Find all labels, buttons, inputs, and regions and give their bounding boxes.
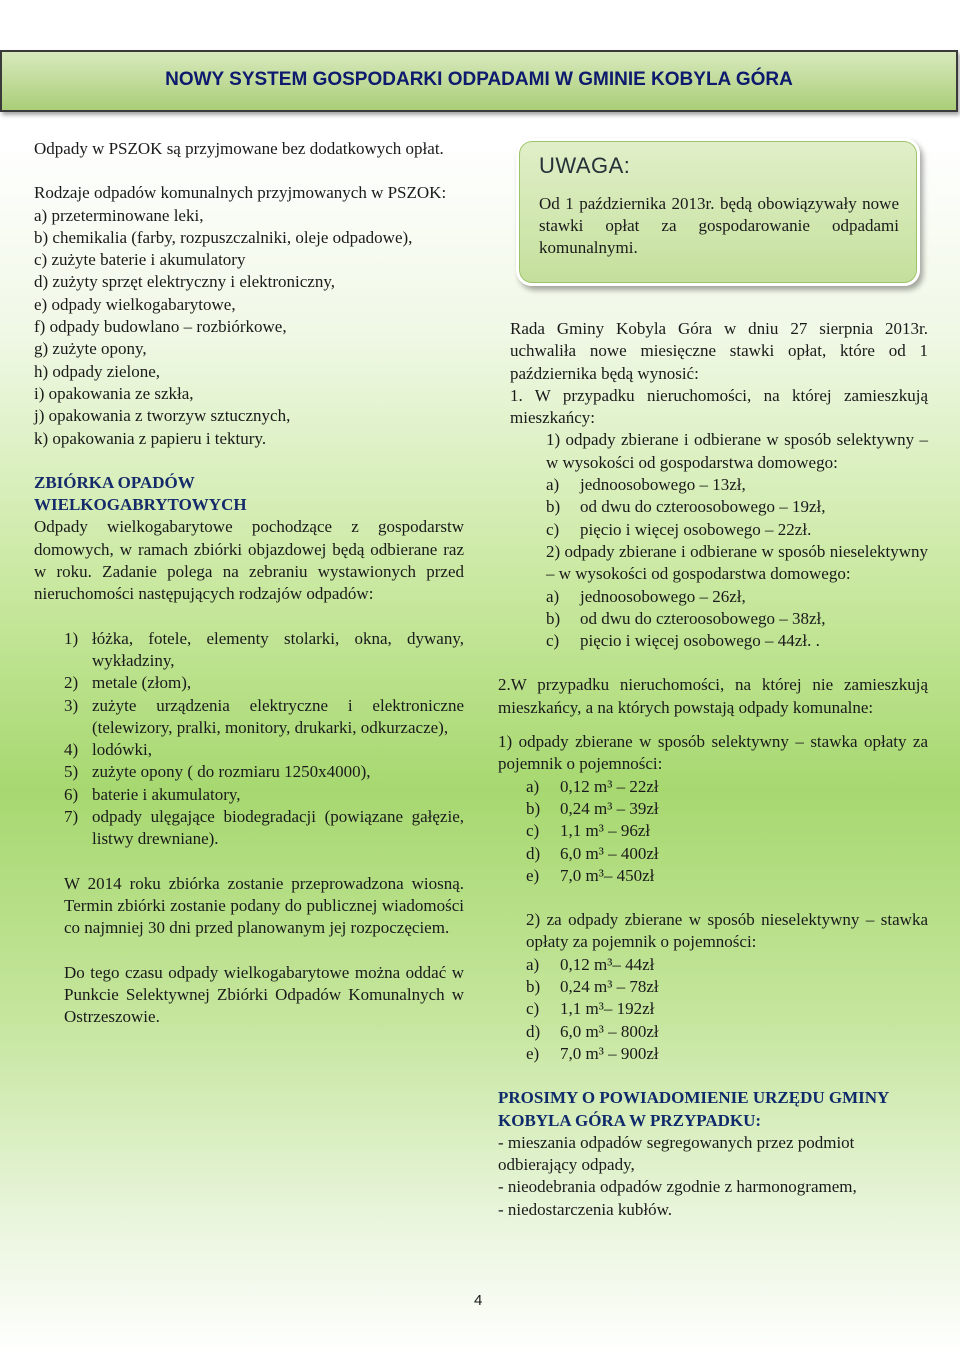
list-item: 5) zużyte opony ( do rozmiaru 1250x4000), [64,762,371,782]
list-item: 3) zużyte urządzenia elektryczne i elektroniczne (telewizory, pralki, monitory, drukarki, odkurzacze), [64,695,464,737]
s2-selective-heading: 1) odpady zbierane w sposób selektywny – stawka opłaty za pojemnik o pojemności: [498,732,928,774]
rate-row: e) 7,0 m³ – 900zł [526,1043,659,1063]
waste-type-item: b) chemikalia (farby, rozpuszczalniki, oleje odpadowe), [34,227,413,247]
waste-type-item: k) opakowania z papieru i tektury. [34,428,267,448]
s2-nonselective-heading: 2) za odpady zbierane w sposób nieselektywny – stawka opłaty za pojemnik o pojemności: [526,910,928,952]
list-item: 2) metale (złom), [64,673,192,693]
bulky-items-list [34,628,464,851]
section1-title: 1. W przypadku nieruchomości, na której zamieszkują mieszkańcy: [510,385,928,428]
rate-row: a) 0,12 m³– 44zł [526,954,655,974]
waste-type-item: f) odpady budowlano – rozbiórkowe, [34,317,287,337]
pszok-intro: Odpady w PSZOK są przyjmowane bez dodatkowych opłat. [34,139,444,158]
rate-row: c) pięcio i więcej osobowego – 22zł. [546,519,812,539]
s1-selective-heading: 1) odpady zbierane i odbierane w sposób selektywny – w wysokości od gospodarstwa domowego: [546,430,928,472]
until-then-paragraph: Do tego czasu odpady wielkogabarytowe można oddać w Punkcie Selektywnej Zbiórki Odpadów Komunalnych w Ostrzeszowie. [64,962,464,1027]
rate-row: c) 1,1 m³– 192zł [526,999,655,1019]
waste-type-item: h) odpady zielone, [34,361,161,381]
resolution-text: Rada Gminy Kobyla Góra w dniu 27 sierpnia 2013r. uchwaliła nowe miesięczne stawki opłat, które od 1 października będą wynosić: [510,319,928,383]
request-item: - niedostarczenia kubłów. [498,1199,673,1219]
rate-row: a) jednoosobowego – 26zł, [546,586,746,606]
page-title: NOWY SYSTEM GOSPODARKI ODPADAMI W GMINIE KOBYLA GÓRA [165,69,793,90]
rate-row: e) 7,0 m³– 450zł [526,865,655,885]
list-item: 1) łóżka, fotele, elementy stolarki, okna, dywany, wykładziny, [64,628,464,670]
rate-row: b) od dwu do czteroosobowego – 38zł, [546,608,826,628]
rate-row: b) 0,24 m³ – 78zł [526,977,659,997]
request-heading: PROSIMY O POWIADOMIENIE URZĘDU GMINY KOBYLA GÓRA W PRZYPADKU: [498,1088,889,1130]
notice-box [516,138,920,286]
rate-row: c) pięcio i więcej osobowego – 44zł. . [546,631,820,651]
waste-type-item: i) opakowania ze szkła, [34,383,194,403]
waste-type-item: j) opakowania z tworzyw sztucznych, [34,406,291,426]
waste-type-item: c) zużyte baterie i akumulatory [34,250,246,270]
waste-type-item: d) zużyty sprzęt elektryczny i elektroniczny, [34,272,335,292]
rate-row: a) jednoosobowego – 13zł, [546,475,746,495]
notice-text: Od 1 października 2013r. będą obowiązywały nowe stawki opłat za gospodarowanie odpadami komunalnymi. [539,194,899,258]
rate-row: b) od dwu do czteroosobowego – 19zł, [546,497,826,517]
list-item: 4) lodówki, [64,740,152,760]
rate-row: d) 6,0 m³ – 400zł [526,843,659,863]
rate-row: d) 6,0 m³ – 800zł [526,1021,659,1041]
left-column [34,138,464,1028]
list-item: 6) baterie i akumulatory, [64,784,241,804]
rate-row: c) 1,1 m³ – 96zł [526,821,651,841]
waste-types-heading: Rodzaje odpadów komunalnych przyjmowanych w PSZOK: [34,183,447,203]
bulky-collection-heading: ZBIÓRKA OPADÓW WIELKOGABRYTOWYCH [34,472,247,515]
bulky-collection-text: Odpady wielkogabarytowe pochodzące z gospodarstw domowych, w ramach zbiórki objazdowej będą odbierane raz w roku. Zadanie polega na zebraniu wystawionych przed nieruchomości następujących rodzajów odpadów: [34,517,464,604]
waste-type-item: g) zużyte opony, [34,339,147,359]
rate-row: a) 0,12 m³ – 22zł [526,776,659,796]
list-item: 7) odpady ulęgające biodegradacji (powiązane gałęzie, listwy drewniane). [64,807,464,849]
right-column [498,138,928,1221]
s1-nonselective-heading: 2) odpady zbierane i odbierane w sposób nieselektywny – w wysokości od gospodarstwa domowego: [546,541,928,584]
request-item: - mieszania odpadów segregowanych przez podmiot odbierający odpady, [498,1132,855,1175]
waste-type-item: a) przeterminowane leki, [34,205,204,225]
page-number: 4 [474,1292,483,1309]
notice-title: UWAGA: [539,153,631,178]
collection-2014-paragraph: W 2014 roku zbiórka zostanie przeprowadzona wiosną. Termin zbiórki zostanie podany do publicznej wiadomości co najmniej 30 dni przed planowanym jej rozpoczęciem. [64,873,464,938]
header-banner [0,50,958,112]
rate-row: b) 0,24 m³ – 39zł [526,798,659,818]
waste-type-item: e) odpady wielkogabarytowe, [34,294,236,314]
section2-title: 2.W przypadku nieruchomości, na której nie zamieszkują mieszkańcy, a na których powstają odpady komunalne: [498,675,928,717]
request-item: - nieodebrania odpadów zgodnie z harmonogramem, [498,1177,857,1197]
